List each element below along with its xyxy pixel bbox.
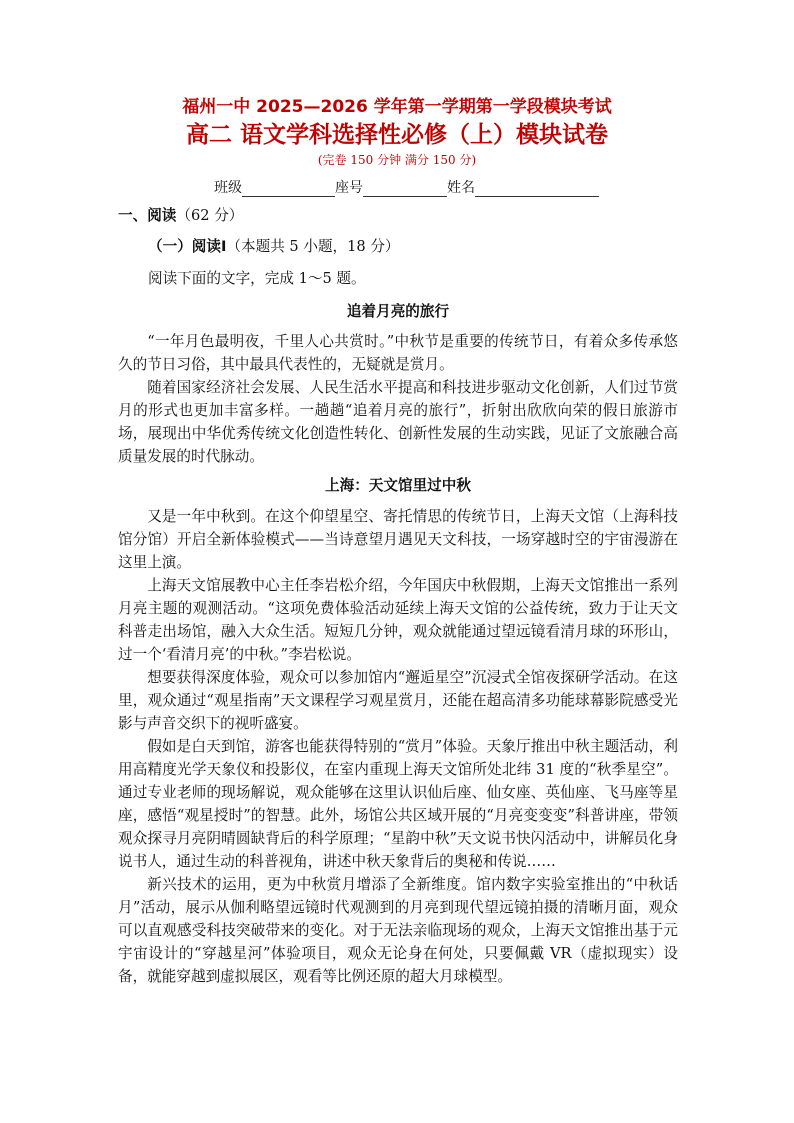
seat-label: 座号: [335, 180, 363, 196]
student-info-line: [214, 177, 599, 197]
name-field[interactable]: [475, 182, 599, 197]
exam-content: [118, 204, 678, 988]
name-label: 姓名: [447, 180, 475, 196]
paragraph: 又是一年中秋到。在这个仰望星空、寄托情思的传统节日，上海天文馆（上海科技馆分馆）开启全新体验模式——当诗意望月遇见天文科技，一场穿越时空的宇宙漫游在这里上演。: [118, 508, 678, 571]
school-exam-title: 福州一中 2025—2026 学年第一学期第一学段模块考试: [182, 97, 612, 117]
class-label: 班级: [214, 180, 242, 196]
subject-title: 高二 语文学科选择性必修（上）模块试卷: [185, 122, 608, 148]
instruction: 阅读下面的文字，完成 1～5 题。: [148, 270, 366, 287]
paragraph: 假如是白天到馆，游客也能获得特别的“赏月”体验。天象厅推出中秋主题活动，利用高精度光学天象仪和投影仪，在室内重现上海天文馆所处北纬 31 度的“秋季星空”。通过专业老师的现场解说，观众能够在这里认识仙后座、仙女座、英仙座、飞马座等星座，感悟“观星授时”的智慧。此外，场馆公共区域开展的“月亮变变变”科普讲座，带领观众探寻月亮阴晴圆缺背后的科学原理；“星韵中秋”天文说书快闪活动中，讲解员化身说书人，通过生动的科普视角，讲述中秋天象背后的奥秘和传说……: [118, 738, 678, 870]
part-heading: （一）阅读Ⅰ（本题共 5 小题，18 分）: [148, 238, 400, 255]
seat-field[interactable]: [363, 182, 447, 197]
exam-meta: (完卷 150 分钟 满分 150 分): [317, 153, 477, 167]
class-field[interactable]: [242, 182, 335, 197]
paragraph: “一年月色最明夜，千里人心共赏时。”中秋节是重要的传统节日，有着众多传承悠久的节日习俗，其中最具代表性的，无疑就是赏月。: [118, 333, 678, 373]
paragraph: 想要获得深度体验，观众可以参加馆内“邂逅星空”沉浸式全馆夜探研学活动。在这里，观众通过“观星指南”天文课程学习观星赏月，还能在超高清多功能球幕影院感受光影与声音交织下的视听盛宴。: [118, 669, 678, 732]
paragraph: 上海天文馆展教中心主任李岩松介绍，今年国庆中秋假期，上海天文馆推出一系列月亮主题的观测活动。“这项免费体验活动延续上海天文馆的公益传统，致力于让天文科普走出场馆，融入大众生活。短短几分钟，观众就能通过望远镜看清月球的环形山，过一个‘看清月亮’的中秋。”李岩松说。: [118, 577, 678, 663]
paragraph: 随着国家经济社会发展、人民生活水平提高和科技进步驱动文化创新，人们过节赏月的形式也更加丰富多样。一趟趟“追着月亮的旅行”，折射出欣欣向荣的假日旅游市场，展现出中华优秀传统文化创造性转化、创新性发展的生动实践，见证了文旅融合高质量发展的时代脉动。: [118, 379, 678, 465]
section-heading: 一、阅读（62 分）: [118, 207, 244, 224]
paragraph: 新兴技术的运用，更为中秋赏月增添了全新维度。馆内数字实验室推出的“中秋话月”活动，展示从伽利略望远镜时代观测到的月亮到现代望远镜拍摄的清晰月面，观众可以直观感受科技突破带来的变化。对于无法亲临现场的观众，上海天文馆推出基于元宇宙设计的“穿越星河”体验项目，观众无论身在何处，只要佩戴 VR（虚拟现实）设备，就能穿越到虚拟展区，观看等比例还原的超大月球模型。: [118, 876, 678, 985]
article-subtitle: 上海：天文馆里过中秋: [325, 477, 471, 494]
article-title: 追着月亮的旅行: [346, 303, 450, 320]
